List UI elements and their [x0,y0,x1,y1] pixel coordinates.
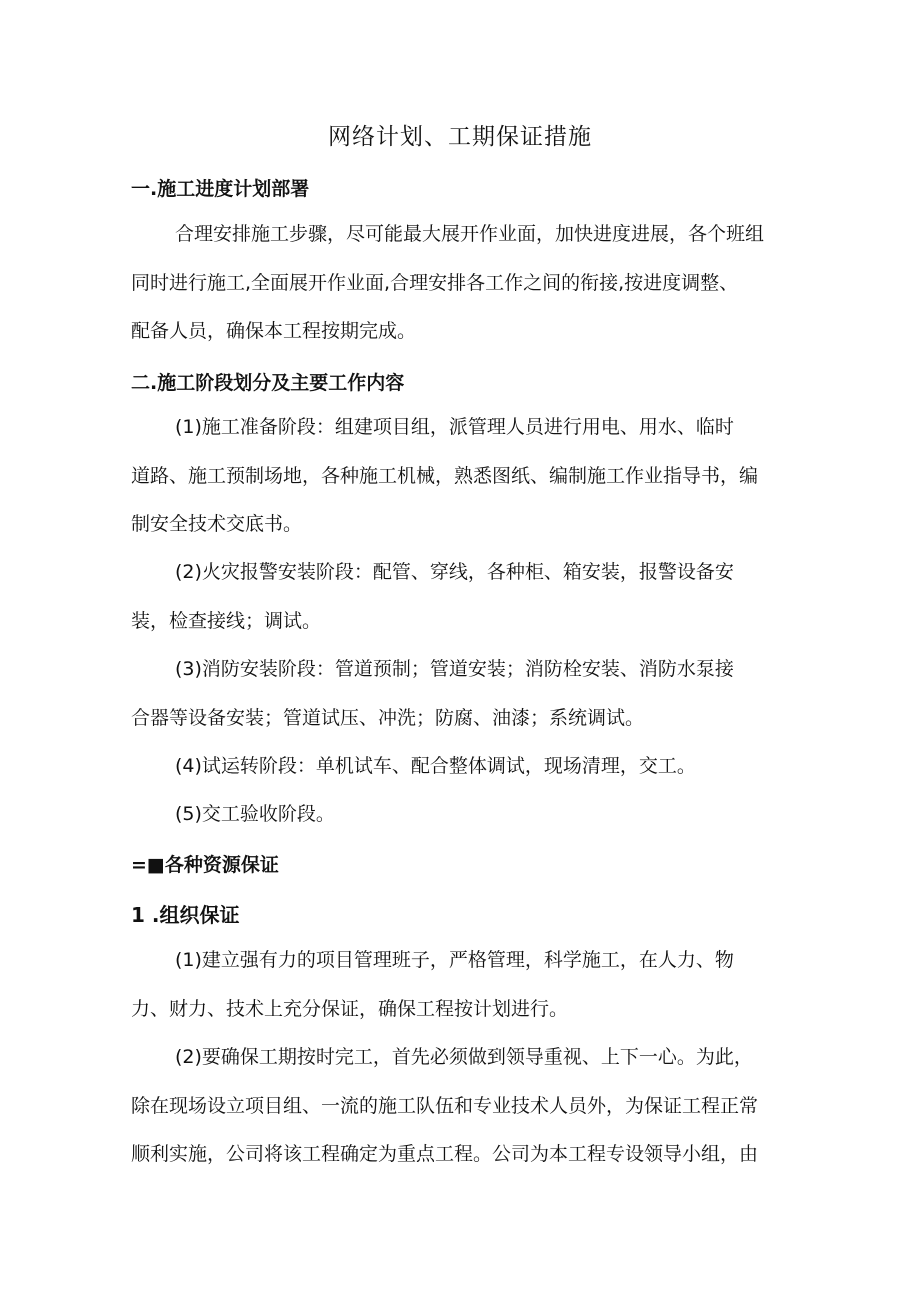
section-heading-resources: =■各种资源保证 [131,854,279,876]
section-heading-schedule-plan: 一.施工进度计划部署 [131,178,310,200]
text-line: (1)建立强有力的项目管理班子，严格管理，科学施工，在人力、物 [175,949,734,971]
text-line: (5)交工验收阶段。 [175,803,335,825]
text-line: 合理安排施工步骤，尽可能最大展开作业面，加快进度进展，各个班组 [175,223,765,245]
text-line: (3)消防安装阶段：管道预制；管道安装；消防栓安装、消防水泵接 [175,658,734,680]
paragraph-stage-5 [131,790,795,839]
subsection-heading-organization: 1 .组织保证 [131,903,240,927]
text-line: (4)试运转阶段：单机试车、配合整体调试，现场清理，交工。 [175,755,696,777]
text-line: 道路、施工预制场地，各种施工机械，熟悉图纸、编制施工作业指导书，编 [131,464,759,487]
text-line: 配备人员，确保本工程按期完成。 [131,320,417,342]
text-line: 合器等设备安装；管道试压、冲洗；防腐、油漆；系统调试。 [131,706,645,729]
text-line: 力、财力、技术上充分保证，确保工程按计划进行。 [131,997,569,1020]
section-heading-stages: 二.施工阶段划分及主要工作内容 [131,372,405,394]
text-line: 装，检查接线；调试。 [131,609,322,632]
paragraph-stage-3 [131,645,795,742]
text-line: 顺利实施，公司将该工程确定为重点工程。公司为本工程专设领导小组，由 [131,1143,759,1165]
text-line: (2)火灾报警安装阶段：配管、穿线，各种柜、箱安装，报警设备安 [175,561,734,583]
paragraph-stage-2 [131,548,795,645]
document-title: 网络计划、工期保证措施 [328,124,592,150]
text-line: (1)施工准备阶段：组建项目组，派管理人员进行用电、用水、临时 [175,416,734,438]
paragraph-organization-1 [131,936,795,1033]
text-line: 同时进行施工,全面展开作业面,合理安排各工作之间的衔接,按进度调整、 [131,271,739,294]
text-line: 制安全技术交底书。 [131,513,303,535]
text-line: 除在现场设立项目组、一流的施工队伍和专业技术人员外，为保证工程正常 [131,1094,759,1117]
text-line: (2)要确保工期按时完工，首先必须做到领导重视、上下一心。为此， [175,1046,753,1068]
paragraph-schedule-plan [131,210,795,356]
paragraph-stage-4 [131,742,795,791]
paragraph-organization-2 [131,1033,795,1179]
paragraph-stage-1 [131,403,795,549]
